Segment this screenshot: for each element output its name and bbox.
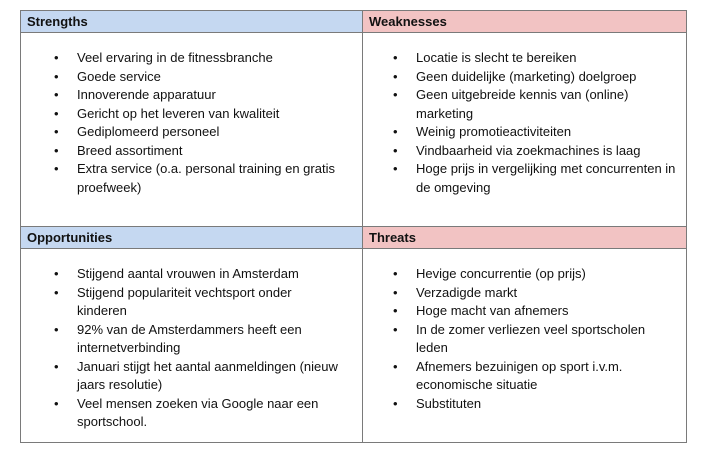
- list-item: • Afnemers bezuinigen op sport i.v.m. economische situatie: [363, 358, 686, 395]
- opportunities-header: Opportunities: [21, 227, 362, 249]
- weaknesses-list: [363, 33, 686, 197]
- list-item: • Geen duidelijke (marketing) doelgroep: [363, 68, 686, 87]
- weaknesses-header: Weaknesses: [363, 11, 686, 33]
- strengths-header: Strengths: [21, 11, 362, 33]
- list-item: • Hoge macht van afnemers: [363, 302, 686, 321]
- list-item: • 92% van de Amsterdammers heeft een internetverbinding: [21, 321, 362, 358]
- list-item: • Januari stijgt het aantal aanmeldingen (nieuw jaars resolutie): [21, 358, 362, 395]
- list-item: • Veel ervaring in de fitnessbranche: [21, 49, 362, 68]
- weaknesses-cell: [363, 11, 686, 226]
- list-item: • Breed assortiment: [21, 142, 362, 161]
- list-item: • Stijgend populariteit vechtsport onder kinderen: [21, 284, 362, 321]
- list-item: • Substituten: [363, 395, 686, 414]
- list-item: • Geen uitgebreide kennis van (online) marketing: [363, 86, 686, 123]
- threats-list: [363, 249, 686, 413]
- threats-header: Threats: [363, 227, 686, 249]
- list-item: • Locatie is slecht te bereiken: [363, 49, 686, 68]
- list-item: • Gediplomeerd personeel: [21, 123, 362, 142]
- list-item: • Innoverende apparatuur: [21, 86, 362, 105]
- list-item: • Hevige concurrentie (op prijs): [363, 265, 686, 284]
- list-item: • Veel mensen zoeken via Google naar een sportschool.: [21, 395, 362, 432]
- list-item: • Hoge prijs in vergelijking met concurrenten in de omgeving: [363, 160, 686, 197]
- list-item: • Goede service: [21, 68, 362, 87]
- opportunities-list: [21, 249, 362, 432]
- list-item: • In de zomer verliezen veel sportscholen leden: [363, 321, 686, 358]
- list-item: • Extra service (o.a. personal training en gratis proefweek): [21, 160, 362, 197]
- strengths-list: [21, 33, 362, 197]
- list-item: • Stijgend aantal vrouwen in Amsterdam: [21, 265, 362, 284]
- opportunities-cell: [21, 227, 362, 442]
- threats-cell: [363, 227, 686, 442]
- swot-table: [20, 10, 687, 443]
- list-item: • Gericht op het leveren van kwaliteit: [21, 105, 362, 124]
- list-item: • Vindbaarheid via zoekmachines is laag: [363, 142, 686, 161]
- list-item: • Weinig promotieactiviteiten: [363, 123, 686, 142]
- list-item: • Verzadigde markt: [363, 284, 686, 303]
- strengths-cell: [21, 11, 362, 226]
